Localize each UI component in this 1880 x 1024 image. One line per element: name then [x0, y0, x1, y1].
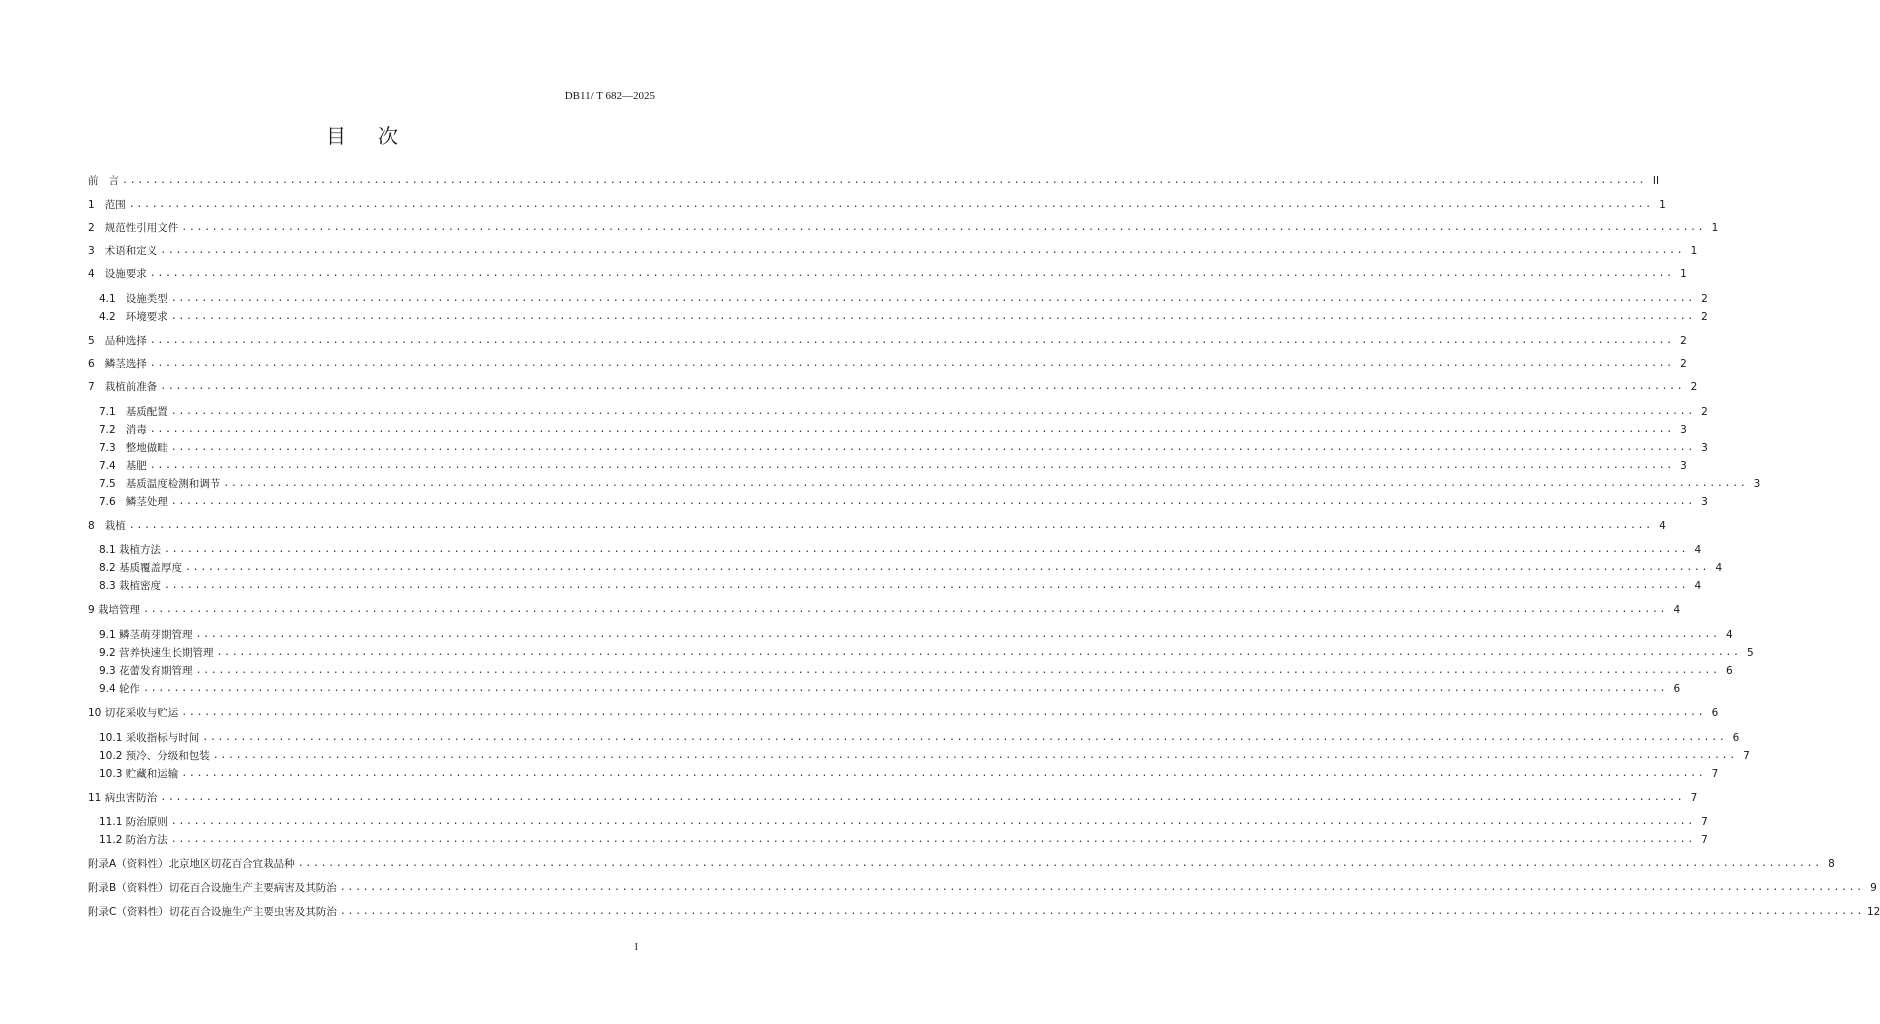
toc-leader-dots: ........................................................................................................................................................................................................: [339, 882, 1864, 893]
toc-entry-label: 言: [108, 175, 120, 187]
toc-leader-dots: ........................................................................................................................................................................................................: [122, 175, 1647, 186]
toc-entry[interactable]: [99, 745, 1750, 763]
toc-leader-dots: ........................................................................................................................................................................................................: [149, 268, 1674, 279]
toc-entry-page: 7: [1690, 792, 1698, 804]
toc-entry-number: 8: [88, 520, 105, 532]
toc-entry-number: 2: [88, 222, 105, 234]
toc-leader-dots: ........................................................................................................................................................................................................: [170, 816, 1695, 827]
toc-entry-page: 4: [1715, 562, 1723, 574]
toc-entry-label: 消毒: [125, 424, 147, 436]
toc-entry[interactable]: [99, 437, 1708, 455]
toc-leader-dots: ........................................................................................................................................................................................................: [128, 199, 1653, 210]
toc-leader-dots: ........................................................................................................................................................................................................: [160, 245, 1685, 256]
toc-entry-number: 7: [88, 381, 105, 393]
toc-entry-label: 基质覆盖厚度: [119, 562, 183, 574]
toc-entry-number: 7.2: [99, 424, 126, 436]
toc-entry-label: 采收指标与时间: [125, 732, 200, 744]
toc-entry-label: 病虫害防治: [104, 792, 158, 804]
toc-leader-dots: ........................................................................................................................................................................................................: [195, 629, 1720, 640]
toc-entry-page: 2: [1690, 381, 1698, 393]
toc-entry-page: 7: [1743, 750, 1750, 762]
toc-entry-number: 10.3: [99, 768, 126, 780]
toc-entry-page: 1: [1690, 245, 1698, 257]
toc-entry[interactable]: [88, 217, 1719, 235]
toc-entry-number: 8.3: [99, 580, 120, 592]
toc-entry-number: 7.5: [99, 478, 126, 490]
toc-leader-dots: ........................................................................................................................................................................................................: [170, 834, 1695, 845]
toc-entry-label: 鳞茎萌芽期管理: [119, 629, 193, 641]
toc-leader-dots: ........................................................................................................................................................................................................: [181, 222, 1706, 233]
toc-entry-page: 4: [1673, 604, 1681, 616]
toc-leader-dots: ........................................................................................................................................................................................................: [149, 335, 1674, 346]
toc-entry[interactable]: [88, 330, 1687, 348]
toc-leader-dots: ........................................................................................................................................................................................................: [160, 792, 1685, 803]
toc-leader-dots: ........................................................................................................................................................................................................: [143, 683, 1668, 694]
toc-leader-dots: ........................................................................................................................................................................................................: [185, 562, 1710, 573]
toc-entry[interactable]: [99, 288, 1708, 306]
toc-entry-page: 12: [1866, 906, 1880, 918]
toc-entry-number: 8.2: [99, 562, 120, 574]
toc-leader-dots: ........................................................................................................................................................................................................: [181, 707, 1706, 718]
toc-entry-label: 防治方法: [125, 834, 168, 846]
toc-leader-dots: ........................................................................................................................................................................................................: [170, 442, 1695, 453]
toc-entry-label: 设施要求: [104, 268, 147, 280]
toc-entry-page: 1: [1680, 268, 1687, 280]
toc-entry-number: 7.4: [99, 460, 126, 472]
toc-leader-dots: ........................................................................................................................................................................................................: [216, 647, 1741, 658]
toc-entry-label: 栽植密度: [119, 580, 162, 592]
toc-entry-page: 4: [1694, 544, 1702, 556]
toc-entry-number: 4: [88, 268, 105, 280]
toc-entry-label: 附录A（资料性）北京地区切花百合宜栽品种: [88, 858, 295, 870]
toc-entry-number: 10.1: [99, 732, 126, 744]
toc-entry-label: 基肥: [125, 460, 147, 472]
toc-entry-number: 4.2: [99, 311, 126, 323]
toc-entry-label: 鳞茎处理: [125, 496, 168, 508]
toc-leader-dots: ........................................................................................................................................................................................................: [164, 580, 1689, 591]
toc-entry-page: 4: [1694, 580, 1702, 592]
standard-code: DB11/ T 682—2025: [564, 90, 655, 102]
toc-entry[interactable]: [99, 642, 1754, 660]
toc-entry-page: 7: [1711, 768, 1719, 780]
toc-entry[interactable]: [88, 376, 1698, 394]
toc-entry[interactable]: [88, 877, 1877, 895]
toc-leader-dots: ........................................................................................................................................................................................................: [202, 732, 1727, 743]
toc-leader-dots: ........................................................................................................................................................................................................: [297, 858, 1822, 869]
toc-entry-number: 7.3: [99, 442, 126, 454]
toc-entry-number: 3: [88, 245, 105, 257]
toc-entry-label: 附录B（资料性）切花百合设施生产主要病害及其防治: [88, 882, 337, 894]
toc-entry-page: 2: [1701, 406, 1708, 418]
toc-leader-dots: ........................................................................................................................................................................................................: [170, 311, 1695, 322]
toc-entry-label: 栽植方法: [119, 544, 162, 556]
toc-entry-page: 3: [1753, 478, 1761, 490]
toc-entry-page: 2: [1680, 358, 1687, 370]
toc-entry-number: 10.2: [99, 750, 126, 762]
toc-entry-number: 9.2: [99, 647, 120, 659]
toc-entry-page: 2: [1701, 311, 1708, 323]
toc-entry[interactable]: [88, 353, 1687, 371]
toc-entry-label: 术语和定义: [104, 245, 158, 257]
toc-entry-number: 7.6: [99, 496, 126, 508]
toc-entry-number: 9.4: [99, 683, 120, 695]
toc-entry-page: 2: [1701, 293, 1708, 305]
toc-entry-page: 6: [1725, 665, 1733, 677]
toc-entry-label: 附录C（资料性）切花百合设施生产主要虫害及其防治: [88, 906, 337, 918]
toc-entry[interactable]: [99, 557, 1723, 575]
toc-entry-number: 9: [88, 604, 99, 616]
toc-entry-page: 3: [1701, 442, 1708, 454]
toc-entry-page: 1: [1711, 222, 1719, 234]
toc-entry-label: 切花采收与贮运: [104, 707, 179, 719]
toc-leader-dots: ........................................................................................................................................................................................................: [212, 750, 1737, 761]
toc-entry[interactable]: [88, 599, 1681, 617]
toc-entry[interactable]: [99, 727, 1740, 745]
toc-entry-label: 栽培管理: [98, 604, 141, 616]
toc-entry[interactable]: [88, 853, 1835, 871]
toc-entry-label: 防治原则: [125, 816, 168, 828]
toc-leader-dots: ........................................................................................................................................................................................................: [149, 358, 1674, 369]
toc-entry-page: 4: [1725, 629, 1733, 641]
toc-entry-page: 6: [1673, 683, 1681, 695]
toc-leader-dots: ........................................................................................................................................................................................................: [223, 478, 1748, 489]
toc-leader-dots: ........................................................................................................................................................................................................: [181, 768, 1706, 779]
toc-entry-page: 5: [1746, 647, 1754, 659]
toc-entry-number: 10: [88, 707, 105, 719]
toc-leader-dots: ........................................................................................................................................................................................................: [164, 544, 1689, 555]
toc-entry-page: 3: [1680, 424, 1687, 436]
toc-entry-label: 基质温度检测和调节: [125, 478, 221, 490]
toc-entry-page: 3: [1701, 496, 1708, 508]
toc-entry-page: II: [1652, 175, 1660, 187]
toc-entry-number: 6: [88, 358, 105, 370]
page-title: 目次: [326, 124, 430, 148]
toc-entry[interactable]: [99, 624, 1733, 642]
toc-leader-dots: ........................................................................................................................................................................................................: [160, 381, 1685, 392]
toc-entry-label: 营养快速生长期管理: [119, 647, 214, 659]
toc-entry-label: 栽植: [104, 520, 126, 532]
toc-entry-page: 1: [1659, 199, 1666, 211]
toc-entry-label: 设施类型: [125, 293, 168, 305]
toc-entry[interactable]: [88, 194, 1666, 212]
toc-entry[interactable]: [99, 473, 1761, 491]
toc-entry[interactable]: [99, 455, 1687, 473]
toc-entry[interactable]: [99, 678, 1681, 696]
toc-entry-page: 2: [1680, 335, 1687, 347]
toc-entry-number: 前: [88, 175, 109, 187]
toc-entry-label: 整地做畦: [125, 442, 168, 454]
toc-entry-label: 品种选择: [104, 335, 147, 347]
toc-entry-label: 预冷、分级和包装: [125, 750, 210, 762]
toc-entry-page: 3: [1680, 460, 1687, 472]
toc-entry-page: 6: [1711, 707, 1719, 719]
toc-entry[interactable]: [99, 811, 1708, 829]
toc-entry-number: 11.2: [99, 834, 126, 846]
toc-entry-number: 9.3: [99, 665, 120, 677]
toc-entry[interactable]: [88, 901, 1880, 919]
toc-leader-dots: ........................................................................................................................................................................................................: [149, 460, 1674, 471]
toc-entry-label: 栽植前准备: [104, 381, 158, 393]
toc-entry-page: 7: [1701, 834, 1708, 846]
toc-entry[interactable]: [88, 702, 1719, 720]
toc-entry-label: 花蕾发育期管理: [119, 665, 193, 677]
toc-entry[interactable]: [99, 401, 1708, 419]
toc-entry[interactable]: [99, 491, 1708, 509]
toc-entry-page: 7: [1701, 816, 1708, 828]
toc-leader-dots: ........................................................................................................................................................................................................: [195, 665, 1720, 676]
toc-entry-label: 范围: [104, 199, 126, 211]
toc-entry-label: 规范性引用文件: [104, 222, 179, 234]
toc-entry-label: 轮作: [119, 683, 141, 695]
toc-entry-number: 9.1: [99, 629, 120, 641]
toc-entry-number: 4.1: [99, 293, 126, 305]
toc-entry-label: 贮藏和运输: [125, 768, 179, 780]
toc-leader-dots: ........................................................................................................................................................................................................: [128, 520, 1653, 531]
toc-entry[interactable]: [88, 515, 1666, 533]
toc-entry-number: 8.1: [99, 544, 120, 556]
toc-entry-number: 11.1: [99, 816, 126, 828]
toc-entry-number: 11: [88, 792, 105, 804]
toc-leader-dots: ........................................................................................................................................................................................................: [143, 604, 1668, 615]
toc-entry-label: 鳞茎选择: [104, 358, 147, 370]
toc-entry[interactable]: [99, 539, 1702, 557]
toc-leader-dots: ........................................................................................................................................................................................................: [149, 424, 1674, 435]
toc-leader-dots: ........................................................................................................................................................................................................: [170, 496, 1695, 507]
toc-entry[interactable]: [99, 829, 1708, 847]
toc-entry-number: 1: [88, 199, 105, 211]
toc-entry-page: 8: [1828, 858, 1835, 870]
toc-entry-page: 9: [1870, 882, 1877, 894]
page-number: I: [634, 942, 638, 953]
toc-entry[interactable]: [99, 419, 1687, 437]
toc-entry[interactable]: [88, 240, 1698, 258]
toc-entry-page: 4: [1659, 520, 1666, 532]
toc-entry-number: 7.1: [99, 406, 126, 418]
toc-entry[interactable]: [88, 170, 1660, 188]
toc-leader-dots: ........................................................................................................................................................................................................: [339, 906, 1864, 917]
toc-leader-dots: ........................................................................................................................................................................................................: [170, 406, 1695, 417]
toc-entry[interactable]: [99, 306, 1708, 324]
toc-entry-label: 基质配置: [125, 406, 168, 418]
toc-entry-label: 环境要求: [125, 311, 168, 323]
toc-entry[interactable]: [99, 763, 1719, 781]
toc-entry[interactable]: [99, 575, 1702, 593]
toc-entry-page: 6: [1732, 732, 1740, 744]
toc-entry[interactable]: [88, 787, 1698, 805]
toc-entry[interactable]: [88, 263, 1687, 281]
toc-entry[interactable]: [99, 660, 1733, 678]
toc-leader-dots: ........................................................................................................................................................................................................: [170, 293, 1695, 304]
toc-entry-number: 5: [88, 335, 105, 347]
